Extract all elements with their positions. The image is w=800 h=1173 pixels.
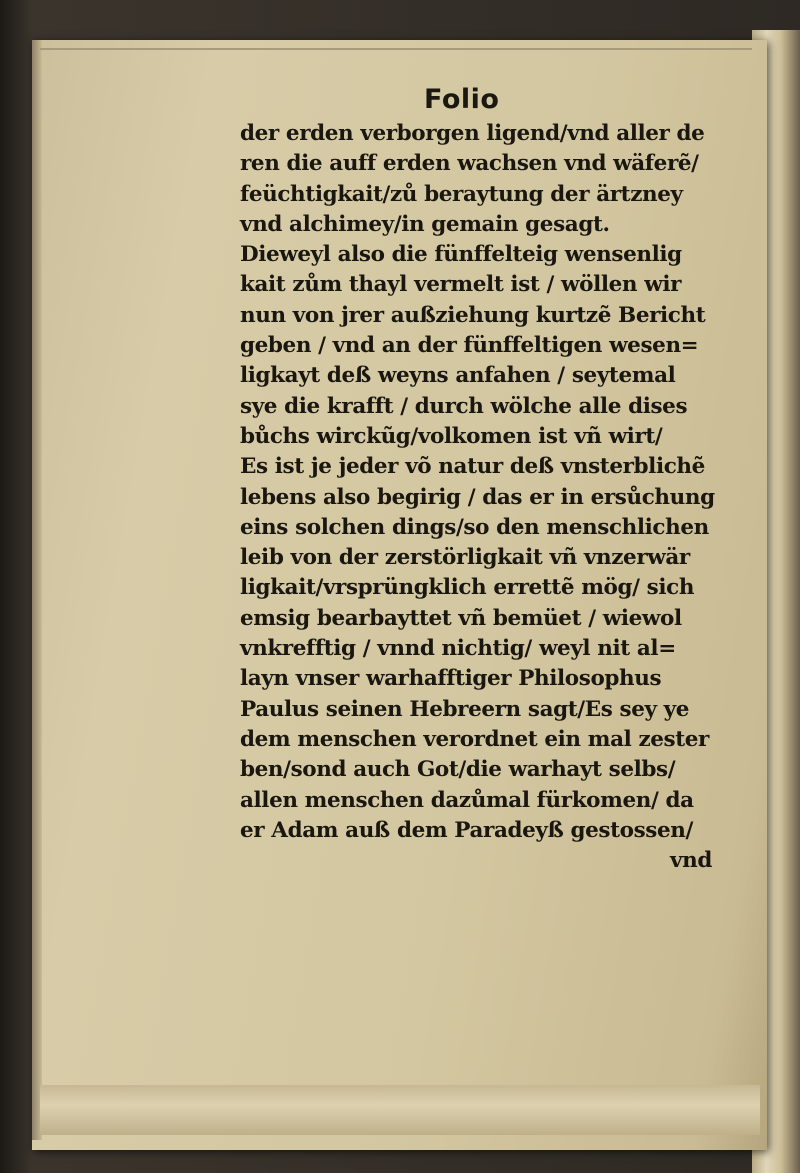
text-line: Es ist je jeder võ natur deß vnsterblichẽ <box>240 454 705 480</box>
text-line: der erden verborgen ligend/vnd aller de <box>240 121 705 146</box>
folio-heading: Folio <box>424 84 500 115</box>
text-line: feüchtigkait/zů beraytung der ärtzney <box>240 181 683 207</box>
text-line: bůchs wirckũg/volkomen ist vñ wirt/ <box>240 423 663 449</box>
text-line: Dieweyl also die fünffelteig wensenlig <box>240 242 682 268</box>
text-line: eins solchen dings/so den menschlichen <box>240 514 709 540</box>
text-line: Paulus seinen Hebreern sagt/Es sey ye <box>240 696 690 722</box>
page-fold <box>32 40 42 1140</box>
text-line: ben/sond auch Got/die warhayt selbs/ <box>240 757 676 783</box>
text-line: nun von jrer außziehung kurtzẽ Bericht <box>240 302 706 328</box>
page-top-edge <box>40 48 752 50</box>
text-line: layn vnser warhafftiger Philosophus <box>240 666 662 692</box>
text-line: vnkrefftig / vnnd nichtig/ weyl nit al= <box>240 636 676 662</box>
text-line: dem menschen verordnet ein mal zester <box>240 726 709 752</box>
text-line: allen menschen dazůmal fürkomen/ da <box>240 787 694 813</box>
text-line: vnd alchimey/in gemain gesagt. <box>240 211 610 237</box>
text-line: ren die auff erden wachsen vnd wäferẽ/ <box>240 151 699 177</box>
text-line: kait zům thayl vermelt ist / wöllen wir <box>240 272 682 298</box>
catchword: vnd <box>670 848 712 874</box>
text-line: ligkayt deß weyns anfahen / seytemal <box>240 363 676 389</box>
text-line: sye die krafft / durch wölche alle dises <box>240 393 688 419</box>
text-line: er Adam auß dem Paradeyß gestossen/ <box>240 817 693 843</box>
page-text-block <box>240 84 720 876</box>
text-line: leib von der zerstörligkait vñ vnzerwär <box>240 545 690 571</box>
text-line: ligkait/vrsprüngklich errettẽ mög/ sich <box>240 575 695 601</box>
page-edge-bottom <box>40 1085 760 1135</box>
text-line: emsig bearbayttet vñ bemüet / wiewol <box>240 605 682 631</box>
text-line: lebens also begirig / das er in ersůchung <box>240 484 715 510</box>
text-line: geben / vnd an der fünffeltigen wesen= <box>240 333 699 359</box>
